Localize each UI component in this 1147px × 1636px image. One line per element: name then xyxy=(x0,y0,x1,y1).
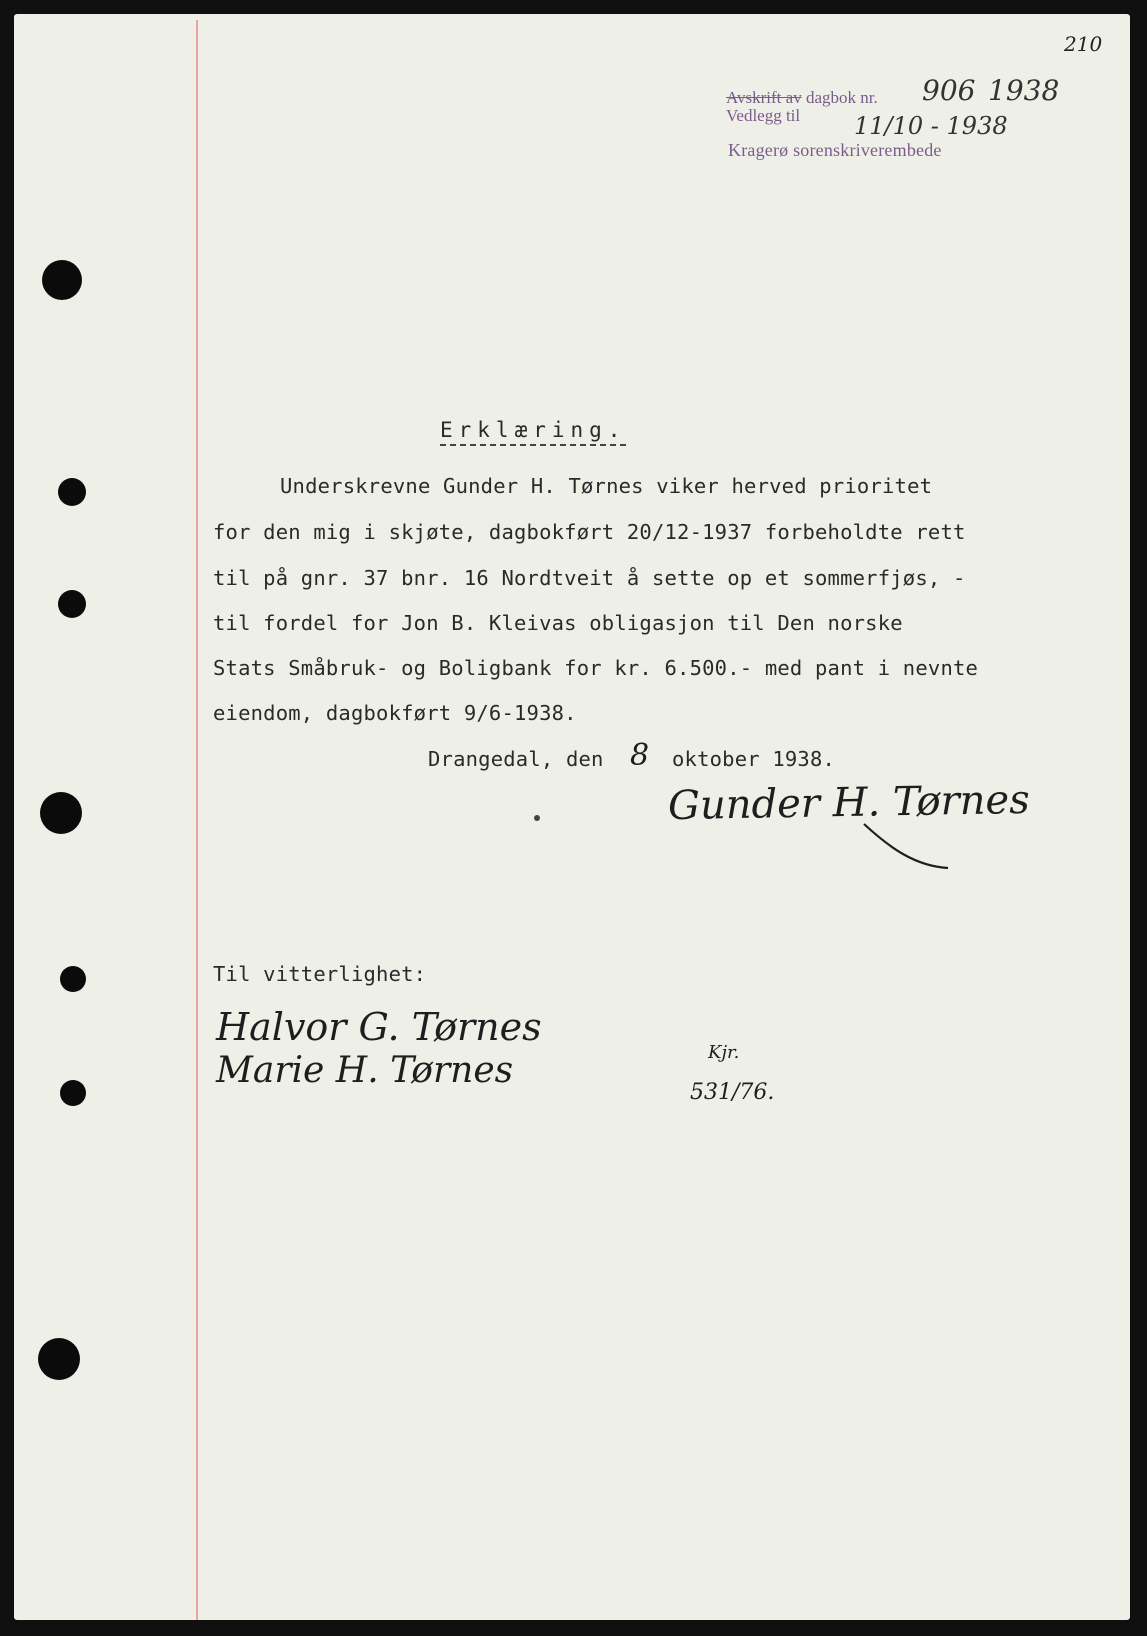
signature-flourish xyxy=(860,818,970,874)
stamp-struck-text: Avskrift av xyxy=(726,88,802,107)
body-line: til fordel for Jon B. Kleivas obligasjon til Den norske xyxy=(213,611,903,635)
witness-label: Til vitterlighet: xyxy=(213,962,427,986)
stamp-date: 11/10 - 1938 xyxy=(854,112,1008,140)
stamp-office: Kragerø sorenskriverembede xyxy=(728,140,942,160)
stamp-line-1 xyxy=(726,88,878,108)
document-title: Erklæring. xyxy=(440,418,626,446)
signature: Gunder H. Tørnes xyxy=(667,776,1031,830)
stamp-year: 1938 xyxy=(988,74,1060,107)
body-line: eiendom, dagbokført 9/6-1938. xyxy=(213,701,577,725)
margin-note-line-2: 531/76. xyxy=(690,1080,775,1105)
place-date-prefix: Drangedal, den xyxy=(428,747,604,771)
margin-note-line-1: Kjr. xyxy=(708,1042,740,1063)
witness-signature-1: Halvor G. Tørnes xyxy=(216,1005,542,1049)
witness-signature-2: Marie H. Tørnes xyxy=(216,1050,514,1091)
ink-dot xyxy=(534,815,540,821)
registry-stamp xyxy=(726,74,1066,182)
body-line: til på gnr. 37 bnr. 16 Nordtveit å sette op et sommerfjøs, - xyxy=(213,566,966,590)
stamp-dagbok-number: 906 xyxy=(922,74,976,107)
body-line: for den mig i skjøte, dagbokført 20/12-1937 forbeholdte rett xyxy=(213,520,966,544)
binder-hole xyxy=(40,792,82,834)
body-line: Underskrevne Gunder H. Tørnes viker herved prioritet xyxy=(280,474,933,498)
place-date-day: 8 xyxy=(630,738,650,773)
margin-rule xyxy=(196,20,198,1620)
stamp-line-2: Vedlegg til xyxy=(726,106,801,125)
stamp-dagbok-label: dagbok nr. xyxy=(801,88,878,107)
place-date-suffix: oktober 1938. xyxy=(672,747,836,771)
binder-hole xyxy=(60,966,86,992)
page-number: 210 xyxy=(1064,32,1103,56)
body-line: Stats Småbruk- og Boligbank for kr. 6.500.- med pant i nevnte xyxy=(213,656,979,680)
binder-hole xyxy=(58,478,86,506)
binder-hole xyxy=(58,590,86,618)
binder-hole xyxy=(42,260,82,300)
binder-hole xyxy=(60,1080,86,1106)
binder-hole xyxy=(38,1338,80,1380)
